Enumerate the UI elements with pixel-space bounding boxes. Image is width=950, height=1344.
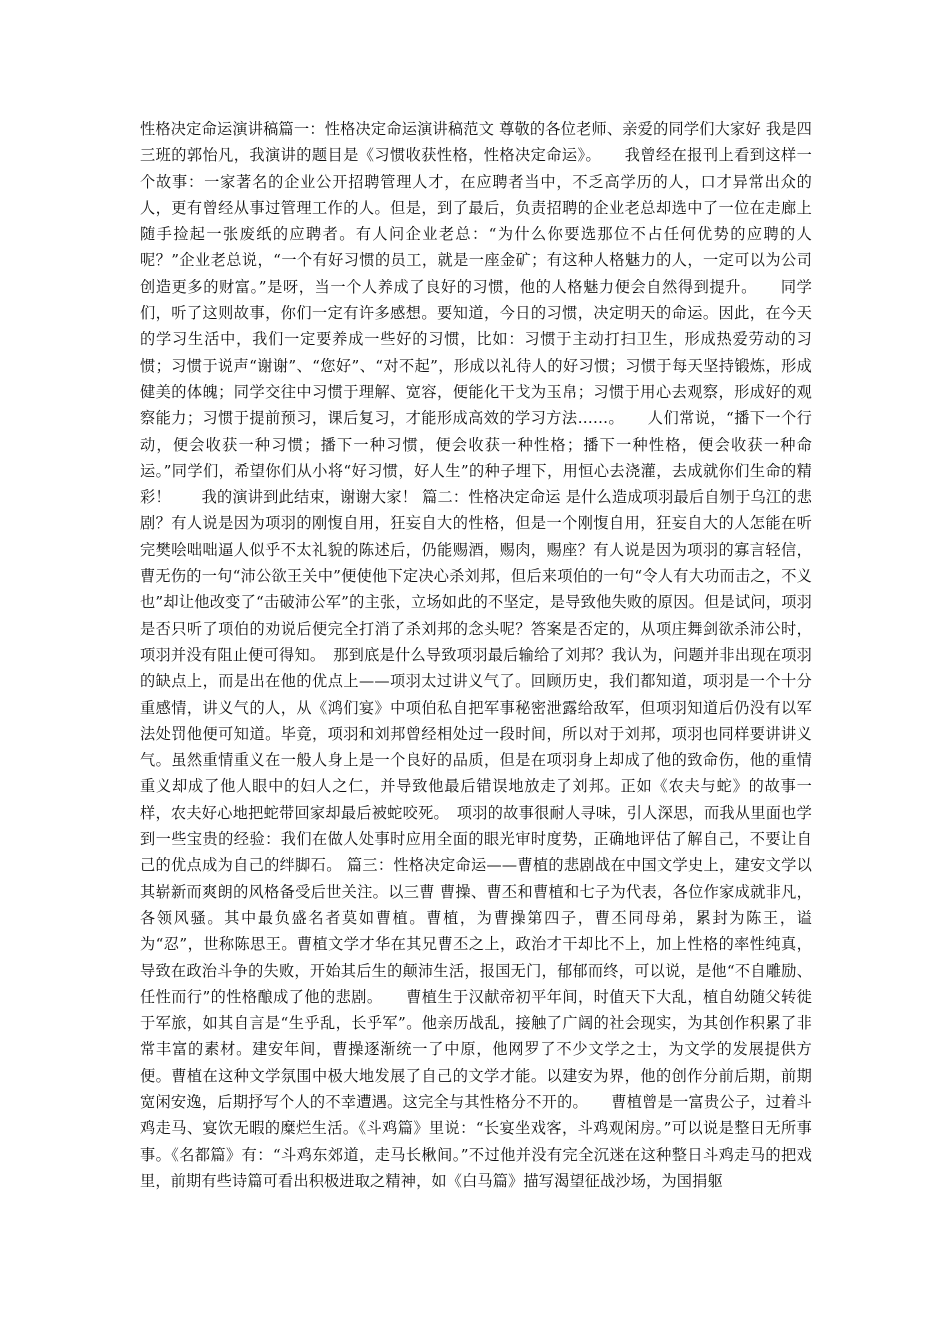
body-text: 性格决定命运演讲稿篇一：性格决定命运演讲稿范文 尊敬的各位老师、亲爱的同学们大家好 我是四三班的郭怡凡，我演讲的题目是《习惯收获性格，性格决定命运》。 我曾经在报刊上看到这样一个故事：一家著名的企业公开招聘管理人才，在应聘者当中，不乏高学历的人，口才异常出众的人，更有曾经从事过管理工作的人。但是，到了最后，负责招聘的企业老总却选中了一位在走廊上随手捡起一张废纸的应聘者。有人问企业老总：“为什么你要选那位不占任何优势的应聘的人呢？”企业老总说，“一个有好习惯的员工，就是一座金矿；有这种人格魅力的人，一定可以为公司创造更多的财富。”是呀，当一个人养成了良好的习惯，他的人格魅力便会自然得到提升。 同学们，听了这则故事，你们一定有许多感想。要知道，今日的习惯，决定明天的命运。因此，在今天的学习生活中，我们一定要养成一些好的习惯，比如：习惯于主动打扫卫生，形成热爱劳动的习惯；习惯于说声“谢谢”、“您好”、“对不起”，形成以礼待人的好习惯；习惯于每天坚持锻炼，形成健美的体魄；同学交往中习惯于理解、宽容，便能化干戈为玉帛；习惯于用心去观察，形成好的观察能力；习惯于提前预习，课后复习，才能形成高效的学习方法……。 人们常说，“播下一个行动，便会收获一种习惯；播下一种习惯，便会收获一种性格；播下一种性格，便会收获一种命运。”同学们，希望你们从小将“好习惯，好人生”的种子埋下，用恒心去浇灌，去成就你们生命的精彩！ 我的演讲到此结束，谢谢大家！ 篇二：性格决定命运 是什么造成项羽最后自刎于乌江的悲剧？有人说是因为项羽的刚愎自用，狂妄自大的性格，但是一个刚愎自用，狂妄自大的人怎能在听完樊哙咄咄逼人似乎不太礼貌的陈述后，仍能赐酒，赐肉，赐座？有人说是因为项羽的寡言轻信，曹无伤的一句“沛公欲王关中”便使他下定决心杀刘邦，但后来项伯的一句“令人有大功而击之，不义也”却让他改变了“击破沛公军”的主张，立场如此的不坚定，是导致他失败的原因。但是试问，项羽是否只听了项伯的劝说后便完全打消了杀刘邦的念头呢？答案是否定的，从项庄舞剑欲杀沛公时，项羽并没有阻止便可得知。 那到底是什么导致项羽最后输给了刘邦？我认为，问题并非出现在项羽的缺点上，而是出在他的优点上——项羽太过讲义气了。回顾历史，我们都知道，项羽是一个十分重感情，讲义气的人，从《鸿们宴》中项伯私自把军事秘密泄露给敌军，但项羽知道后仍没有以军法处罚他便可知道。毕竟，项羽和刘邦曾经相处过一段时间，所以对于刘邦，项羽也同样要讲讲义气。虽然重情重义在一般人身上是一个良好的品质，但是在项羽身上却成了他的致命伤，他的重情重义却成了他人眼中的妇人之仁，并导致他最后错误地放走了刘邦。正如《农夫与蛇》的故事一样，农夫好心地把蛇带回家却最后被蛇咬死。 项羽的故事很耐人寻味，引人深思，而我从里面也学到一些宝贵的经验：我们在做人处事时应用全面的眼光审时度势，正确地评估了解自己，不要让自己的优点成为自己的绊脚石。 篇三：性格决定命运——曹植的悲剧战在中国文学史上，建安文学以其崭新而爽朗的风格备受后世关注。以三曹 曹操、曹丕和曹植和七子为代表，各位作家成就非凡，各领风骚。其中最负盛名者莫如曹植。曹植，为曹操第四子，曹丕同母弟，累封为陈王，谥为“忍”，世称陈思王。曹植文学才华在其兄曹丕之上，政治才干却比不上，加上性格的率性纯真，导致在政治斗争的失败，开始其后生的颠沛生活，报国无门，郁郁而终，可以说，是他“不自雕励、任性而行”的性格酿成了他的悲剧。 曹植生于汉献帝初平年间，时值天下大乱，植自幼随父转徙于军旅，如其自言是“生乎乱，长乎军”。他亲历战乱，接触了广阔的社会现实，为其创作积累了非常丰富的素材。建安年间，曹操逐渐统一了中原，他网罗了不少文学之士，为文学的发展提供方便。曹植在这种文学氛围中极大地发展了自己的文学才能。以建安为界，他的创作分前后期，前期宽闲安逸，后期抒写个人的不幸遭遇。这完全与其性格分不开的。 曹植曾是一富贵公子，过着斗鸡走马、宴饮无暇的糜烂生活。《斗鸡篇》里说：“长宴坐戏客，斗鸡观闲房。”可以说是整日无所事事。《名都篇》有：“斗鸡东郊道，走马长楸间。”不过他并没有完全沉迷在这种整日斗鸡走马的把戏里，前期有些诗篇可看出积极进取之精神，如《白马篇》描写渴望征战沙场，为国捐躯 (140, 120, 812, 1190)
